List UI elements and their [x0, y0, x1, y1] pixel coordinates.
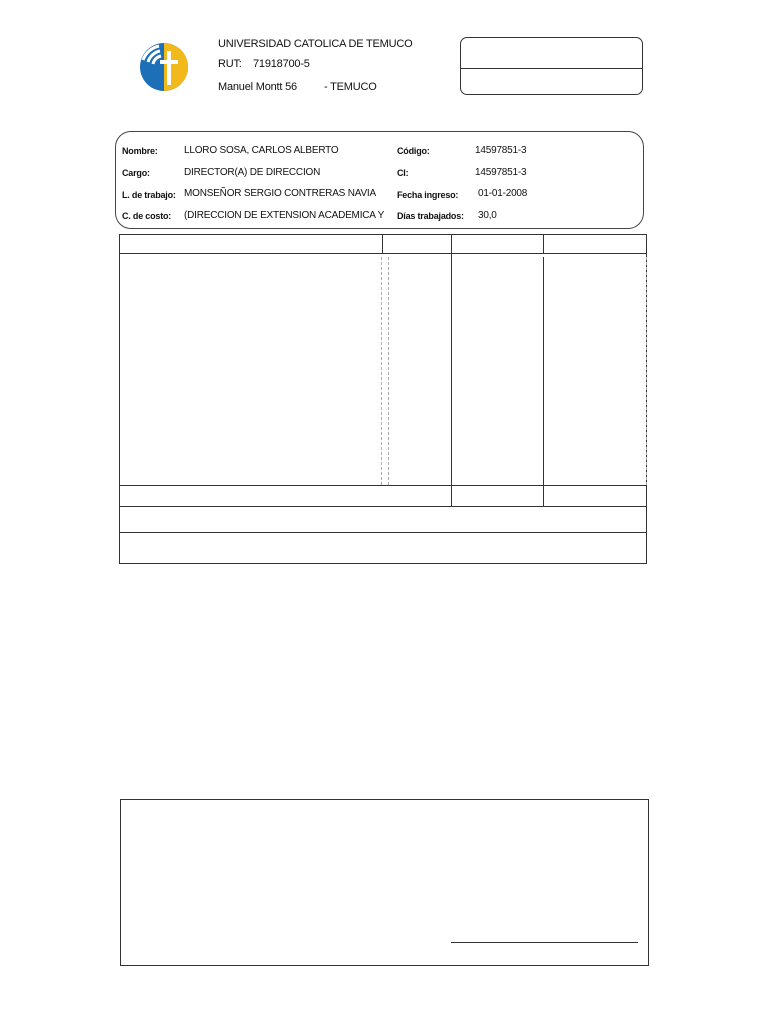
- table-body-column-divider: [451, 253, 452, 485]
- table-header-column-divider: [451, 235, 452, 253]
- dias-trabajados-label: Días trabajados:: [397, 211, 464, 221]
- document-info-divider: [461, 68, 642, 69]
- fecha-ingreso-label: Fecha ingreso:: [397, 190, 459, 200]
- fecha-ingreso-value: 01-01-2008: [478, 188, 528, 199]
- dias-trabajados-value: 30,0: [478, 210, 497, 221]
- rut-value: 71918700-5: [253, 58, 310, 70]
- table-totals-divider: [120, 485, 646, 486]
- document-info-box: [460, 37, 643, 95]
- table-totals-column-divider: [451, 485, 452, 506]
- rut-label: RUT:: [218, 58, 242, 70]
- ci-value: 14597851-3: [475, 167, 527, 178]
- table-header-column-divider: [543, 235, 544, 253]
- table-header-column-divider: [382, 235, 383, 253]
- table-body-column-divider: [543, 257, 544, 485]
- table-header-divider: [120, 253, 646, 254]
- signature-box: [120, 799, 649, 966]
- table-body-column-divider: [388, 257, 389, 485]
- codigo-value: 14597851-3: [475, 145, 527, 156]
- university-logo-icon: [139, 42, 189, 92]
- nombre-label: Nombre:: [122, 146, 158, 156]
- table-body-column-divider: [646, 257, 647, 485]
- ci-label: CI:: [397, 168, 409, 178]
- table-body-column-divider: [381, 257, 382, 485]
- centro-costo-value: (DIRECCION DE EXTENSION ACADEMICA Y: [184, 210, 385, 221]
- institution-address: Manuel Montt 56: [218, 81, 297, 93]
- lugar-trabajo-value: MONSEÑOR SERGIO CONTRERAS NAVIA: [184, 188, 376, 199]
- cargo-value: DIRECTOR(A) DE DIRECCION: [184, 167, 321, 178]
- payroll-table: [119, 234, 647, 564]
- institution-name: UNIVERSIDAD CATOLICA DE TEMUCO: [218, 38, 413, 50]
- signature-line: [451, 942, 638, 943]
- table-net-divider: [120, 506, 646, 507]
- cargo-label: Cargo:: [122, 168, 150, 178]
- nombre-value: LLORO SOSA, CARLOS ALBERTO: [184, 145, 339, 156]
- codigo-label: Código:: [397, 146, 430, 156]
- lugar-trabajo-label: L. de trabajo:: [122, 190, 176, 200]
- table-words-divider: [120, 532, 646, 533]
- table-totals-column-divider: [543, 485, 544, 506]
- centro-costo-label: C. de costo:: [122, 211, 172, 221]
- institution-city: - TEMUCO: [324, 81, 377, 93]
